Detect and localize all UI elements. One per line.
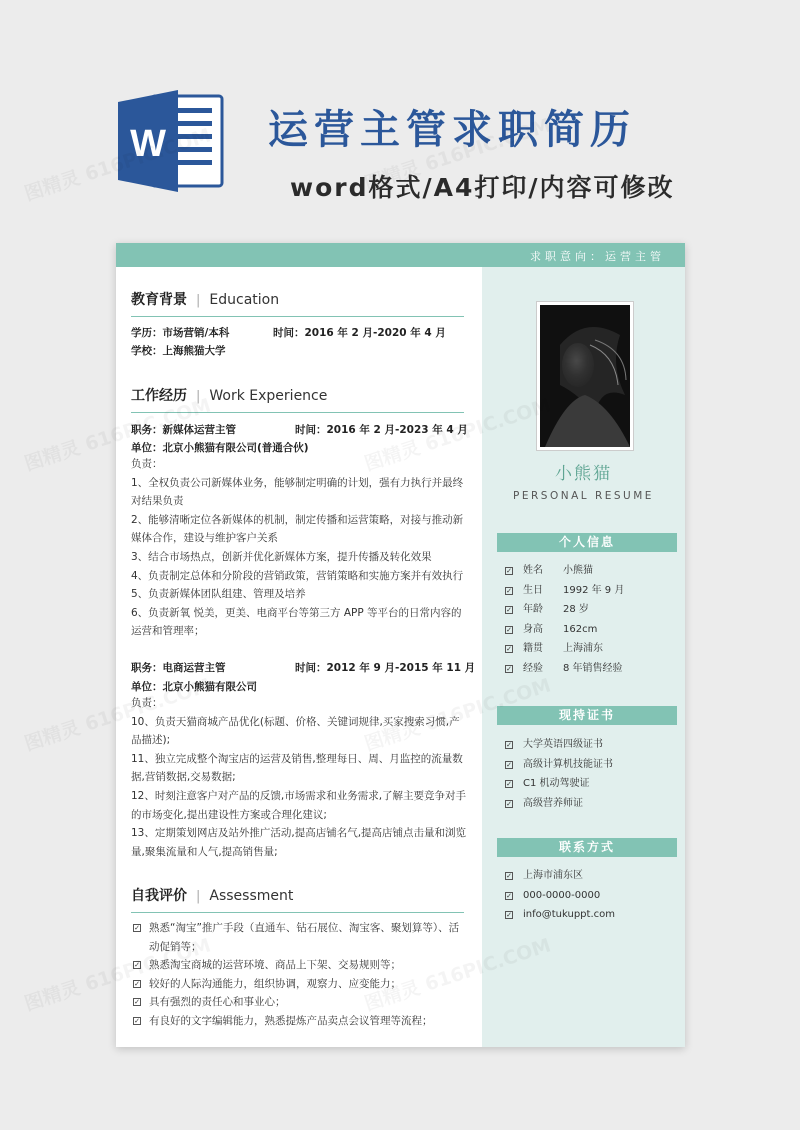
checkbox-icon: ✓ [506, 760, 512, 769]
checkbox-icon: ✓ [506, 664, 512, 673]
job2-position: 职务：电商运营主管 [131, 662, 226, 674]
contact-heading: 联系方式 [497, 838, 677, 857]
banner-subtitle: word格式/A4打印/内容可修改 [290, 173, 675, 202]
job2-duty-label: 负责： [131, 697, 163, 709]
candidate-name: 小熊猫 [555, 464, 612, 484]
checkbox-icon: ✓ [506, 586, 512, 595]
contact-row: ✓ 000-0000-0000 [506, 889, 601, 901]
checkbox-icon: ✓ [506, 567, 512, 575]
assessment-item: ✓ 熟悉“淘宝”推广手段（直通车、钻石展位、淘宝客、聚划算等）、活动促销等； [134, 922, 460, 953]
info-row: ✓ 经验 8 年销售经验 [506, 662, 623, 674]
info-row: ✓ 姓名 小熊猫 [506, 565, 593, 576]
job1-duties [131, 455, 469, 641]
job2-time: 时间：2012 年 9 月-2015 年 11 月 [295, 662, 476, 674]
cert-row: ✓ 高级计算机技能证书 [506, 758, 613, 770]
education-heading: 教育背景 | Education [131, 289, 464, 317]
duty-item: 12、时刻注意客户对产品的反馈,市场需求和业务需求,了解主要竞争对手的市场变化,提出建设性方案或合理化建议; [131, 789, 467, 821]
assessment-item: ✓ 有良好的文字编辑能力，熟悉提炼产品卖点会议管理等流程； [134, 1014, 433, 1027]
banner-title: 运营主管求职简历 [268, 107, 636, 153]
duty-item: 1、全权负责公司新媒体业务，能够制定明确的计划，强有力执行并最终对结果负责 [131, 476, 464, 508]
checkbox-icon: ✓ [506, 799, 512, 808]
checkbox-icon: ✓ [134, 979, 140, 988]
assessment-item: ✓ 熟悉淘宝商城的运营环境、商品上下架、交易规则等； [134, 959, 401, 972]
assessment-item: ✓ 较好的人际沟通能力，组织协调，观察力、应变能力； [134, 977, 401, 990]
checkbox-icon: ✓ [506, 872, 512, 880]
job1-time: 时间：2016 年 2 月-2023 年 4 月 [295, 424, 468, 436]
checkbox-icon: ✓ [506, 911, 512, 919]
duty-item: 13、定期策划网店及站外推广活动,提高店铺名气,提高店铺点击量和浏览量,聚集流量和人气,提高销售量; [131, 827, 467, 858]
contact-row: ✓ 上海市浦东区 [506, 870, 583, 881]
checkbox-icon: ✓ [506, 780, 512, 788]
duty-item: 3、结合市场热点，创新并优化新媒体方案，提升传播及转化效果 [131, 550, 432, 563]
job2-company: 单位：北京小熊猫有限公司 [131, 681, 257, 693]
info-row: ✓ 生日 1992 年 9 月 [506, 584, 625, 596]
contact-list [503, 866, 678, 925]
resume-page [116, 243, 685, 1047]
job1-position: 职务：新媒体运营主管 [131, 424, 236, 436]
assessment-item: ✓ 具有强烈的责任心和事业心； [134, 996, 286, 1009]
personal-info-heading: 个人信息 [497, 533, 677, 552]
job1-duty-label: 负责： [131, 458, 163, 470]
duty-item: 10、负责天猫商城产品优化(标题、价格、关键词规律,买家搜索习惯,产品描述); [131, 715, 460, 747]
assessment-list [131, 919, 469, 1031]
job-intent: 求职意向：运营主管 [530, 250, 665, 263]
duty-item: 4、负责制定总体和分阶段的营销政策，营销策略和实施方案并有效执行 [131, 569, 464, 582]
duty-item: 6、负责新氧 悦美，更美、电商平台等第三方 APP 等平台的日常内容的运营和管理率； [131, 606, 462, 638]
svg-text:W: W [130, 123, 166, 165]
certificates-heading: 现持证书 [497, 706, 677, 725]
portrait-image [540, 305, 630, 447]
certificates-list [503, 735, 678, 813]
personal-info-list [503, 561, 678, 678]
info-row: ✓ 身高 162cm [506, 623, 598, 635]
checkbox-icon: ✓ [506, 645, 512, 653]
checkbox-icon: ✓ [134, 1016, 140, 1025]
word-document-icon [118, 86, 226, 196]
checkbox-icon: ✓ [134, 998, 140, 1007]
contact-row: ✓ info@tukuppt.com [506, 909, 615, 920]
personal-resume-label: PERSONAL RESUME [513, 490, 654, 502]
checkbox-icon: ✓ [134, 961, 140, 970]
assessment-heading: 自我评价 | Assessment [131, 885, 464, 913]
duty-item: 2、能够清晰定位各新媒体的机制，制定传播和运营策略，对接与推动新媒体合作，建设与维护客户关系 [131, 513, 464, 545]
cert-row: ✓ 大学英语四级证书 [506, 739, 603, 750]
education-time: 时间：2016 年 2 月-2020 年 4 月 [273, 327, 446, 339]
cert-row: ✓ 高级营养师证 [506, 797, 583, 809]
duty-item: 11、独立完成整个淘宝店的运营及销售,整理每日、周、月监控的流量数据,营销数据,交易数据; [131, 752, 463, 784]
job1-company: 单位：北京小熊猫有限公司(普通合伙) [131, 442, 309, 454]
info-row: ✓ 年龄 28 岁 [506, 604, 589, 615]
checkbox-icon: ✓ [134, 924, 140, 932]
info-row: ✓ 籍贯 上海浦东 [506, 643, 603, 654]
education-major: 学历：市场营销/本科 [131, 327, 230, 339]
duty-item: 5、负责新媒体团队组建、管理及培养 [131, 588, 306, 601]
job2-duties [131, 694, 469, 861]
checkbox-icon: ✓ [506, 741, 512, 749]
checkbox-icon: ✓ [506, 625, 512, 634]
checkbox-icon: ✓ [506, 891, 512, 900]
cert-row: ✓ C1 机动驾驶证 [506, 778, 590, 789]
profile-photo [536, 301, 634, 451]
checkbox-icon: ✓ [506, 606, 512, 614]
top-accent-bar [116, 243, 685, 267]
work-heading: 工作经历 | Work Experience [131, 385, 464, 413]
education-school: 学校：上海熊猫大学 [131, 345, 226, 357]
